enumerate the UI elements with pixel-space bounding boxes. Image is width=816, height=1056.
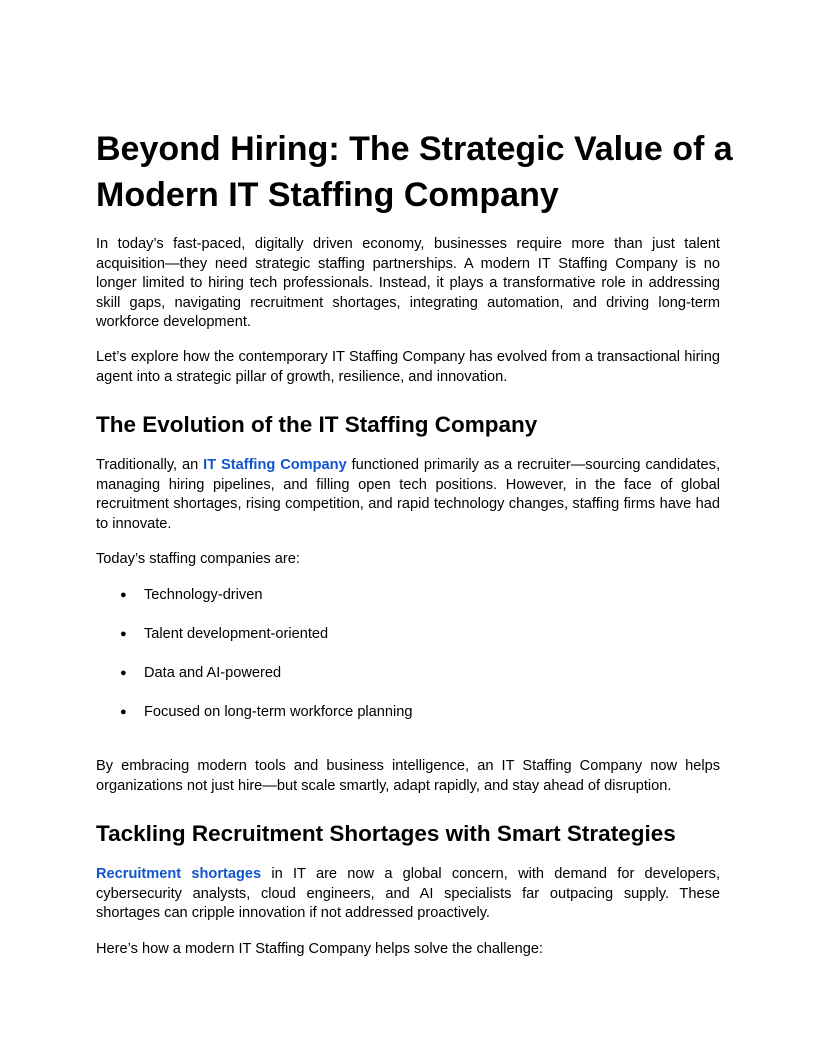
list-item-text: Technology-driven [144,587,263,603]
evolution-paragraph-2: By embracing modern tools and business intelligence, an IT Staffing Company now helps organizations not just hire—but scale smartly, adapt rapidly, and stay ahead of disruption. [96,758,720,794]
list-item [96,624,720,663]
evolution-text-after-link: functioned primarily as a recruiter—sourcing candidates, managing hiring pipelines, and filling open tech positions. However, in the face of global recruitment shortages, rising competition, and rapid technology changes, staffing firms have had to innovate. [96,457,720,532]
list-intro: Today’s staffing companies are: [96,551,300,567]
recruitment-shortages-link[interactable]: Recruitment shortages [96,866,262,882]
shortages-paragraph-2: Here’s how a modern IT Staffing Company helps solve the challenge: [96,941,543,957]
list-item [96,663,720,702]
bullet-icon: ● [120,628,127,640]
section-heading-recruitment-shortages: Tackling Recruitment Shortages with Smart Strategies [96,821,676,846]
it-staffing-company-link[interactable]: IT Staffing Company [203,457,347,473]
bullet-icon: ● [120,706,127,718]
evolution-text-before-link: Traditionally, an [96,457,204,473]
page-title: Beyond Hiring: The Strategic Value of a Modern IT Staffing Company [96,130,733,214]
list-item-text: Data and AI-powered [144,665,282,681]
section-heading-evolution: The Evolution of the IT Staffing Company [96,412,538,437]
bullet-icon: ● [120,667,127,679]
bullet-icon: ● [120,589,127,601]
list-item-text: Talent development-oriented [144,626,329,642]
shortages-paragraph-1 [96,865,720,924]
list-item-text: Focused on long-term workforce planning [144,704,413,720]
staffing-traits-list [96,585,720,741]
intro-paragraph-1: In today’s fast-paced, digitally driven economy, businesses require more than just talent acquisition—they need strategic staffing partnerships. A modern IT Staffing Company is no longer limited to hiring tech professionals. Instead, it plays a transformative role in addressing skill gaps, navigating recruitment shortages, integrating automation, and driving long-term workforce development. [96,236,720,330]
intro-paragraph-2: Let’s explore how the contemporary IT Staffing Company has evolved from a transactional hiring agent into a strategic pillar of growth, resilience, and innovation. [96,349,720,385]
shortages-text-after-link: in IT are now a global concern, with demand for developers, cybersecurity analysts, cloud engineers, and AI specialists far outpacing supply. These shortages can cripple innovation if not addressed proactively. [96,866,721,921]
evolution-paragraph-1 [96,456,720,534]
list-item [96,702,720,741]
list-item [96,585,720,624]
